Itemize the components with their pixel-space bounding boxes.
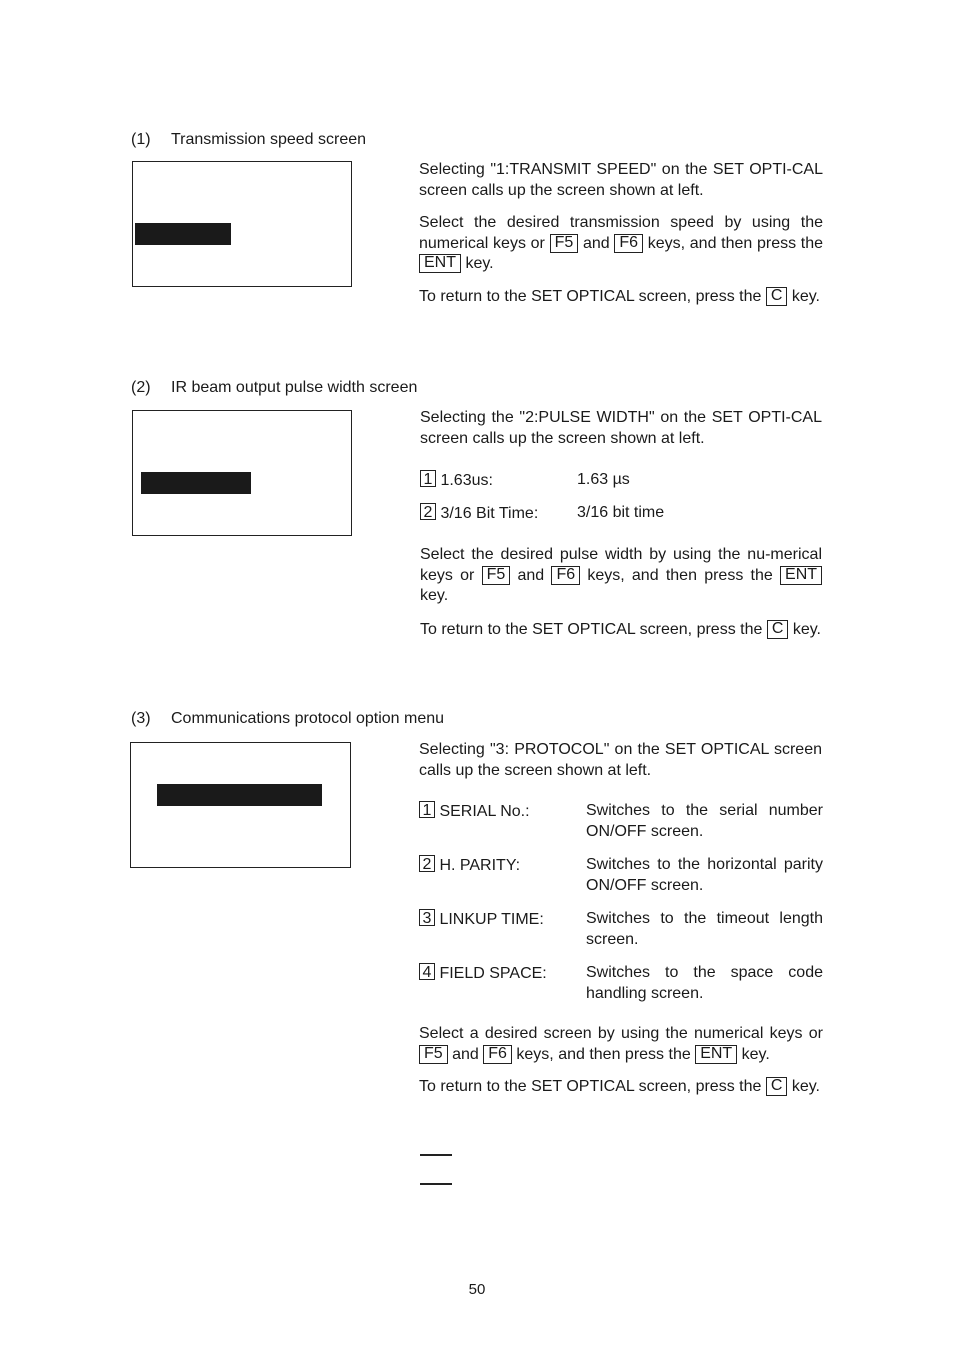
paragraph: Select the desired pulse width by using the nu-merical keys or F5 and F6 keys, and then press the ENT key.: [420, 546, 822, 604]
section-3-intro: Selecting "3: PROTOCOL" on the SET OPTICAL screen calls up the screen shown at left.: [419, 741, 822, 779]
option-label: H. PARITY:: [439, 857, 521, 874]
section-2-intro: Selecting the "2:PULSE WIDTH" on the SET OPTI-CAL screen calls up the screen shown at left.: [420, 409, 822, 447]
f5-key: F5: [419, 1045, 448, 1064]
paragraph: To return to the SET OPTICAL screen, press the C key.: [419, 1077, 820, 1095]
section-3-text: [419, 1024, 823, 1098]
option-label: LINKUP TIME:: [439, 911, 544, 928]
key-1: 1: [419, 801, 435, 818]
option-row: [420, 470, 493, 492]
option-row: [420, 503, 538, 525]
lcd-highlight-bar: [157, 784, 322, 806]
option-value: 3/16 bit time: [577, 504, 665, 521]
key-2: 2: [419, 855, 435, 872]
f6-key: F6: [551, 566, 580, 585]
ent-key: ENT: [419, 254, 461, 273]
paragraph: Selecting "1:TRANSMIT SPEED" on the SET OPTI-CAL screen calls up the screen shown at left.: [419, 161, 823, 199]
lcd-screen-transmit-speed: [132, 161, 352, 287]
lcd-highlight-bar: [141, 472, 251, 494]
key-4: 4: [419, 963, 435, 980]
option-description: Switches to the horizontal parity ON/OFF screen.: [586, 856, 823, 894]
section-number: (1): [131, 131, 151, 148]
key-3: 3: [419, 909, 435, 926]
option-label: FIELD SPACE:: [439, 965, 547, 982]
paragraph: Select the desired transmission speed by using the numerical keys or F5 and F6 keys, and then press the ENT key.: [419, 214, 824, 272]
option-label: 1.63us:: [440, 472, 493, 489]
option-value: 1.63 µs: [577, 471, 630, 488]
paragraph: To return to the SET OPTICAL screen, press the C key.: [420, 619, 821, 638]
option-row: [419, 963, 547, 985]
ent-key: ENT: [695, 1045, 737, 1064]
option-row: [419, 855, 520, 877]
option-description: Switches to the serial number ON/OFF screen.: [586, 802, 823, 840]
f5-key: F5: [550, 234, 579, 253]
paragraph: To return to the SET OPTICAL screen, press the C key.: [419, 286, 820, 305]
option-description: Switches to the space code handling screen.: [586, 964, 823, 1002]
option-label: 3/16 Bit Time:: [440, 505, 539, 522]
lcd-screen-pulse-width: [132, 410, 352, 536]
option-description: Switches to the timeout length screen.: [586, 910, 823, 948]
key-1: 1: [420, 470, 436, 487]
lcd-screen-protocol: [130, 742, 351, 868]
section-1-text: [419, 160, 823, 307]
section-3-heading: [131, 709, 444, 729]
section-title: IR beam output pulse width screen: [171, 379, 418, 396]
key-2: 2: [420, 503, 436, 520]
section-number: (3): [131, 710, 151, 727]
section-1-heading: [131, 130, 366, 150]
option-label: SERIAL No.:: [439, 803, 530, 820]
section-title: Transmission speed screen: [171, 131, 367, 148]
ent-key: ENT: [780, 566, 822, 585]
section-2-text: [420, 545, 822, 640]
divider-line: [420, 1154, 452, 1156]
paragraph: Select a desired screen by using the numerical keys or F5 and F6 keys, and then press the ENT key.: [419, 1025, 823, 1063]
section-title: Communications protocol option menu: [171, 710, 445, 727]
f5-key: F5: [482, 566, 511, 585]
option-row: [419, 801, 530, 823]
c-key: C: [766, 287, 788, 306]
f6-key: F6: [483, 1045, 512, 1064]
divider-line: [420, 1183, 452, 1185]
lcd-highlight-bar: [135, 223, 231, 245]
section-2-heading: [131, 378, 417, 398]
c-key: C: [766, 1077, 788, 1096]
option-row: [419, 909, 544, 931]
f6-key: F6: [614, 234, 643, 253]
section-number: (2): [131, 379, 151, 396]
c-key: C: [767, 620, 789, 639]
page-number: 50: [468, 1281, 486, 1298]
